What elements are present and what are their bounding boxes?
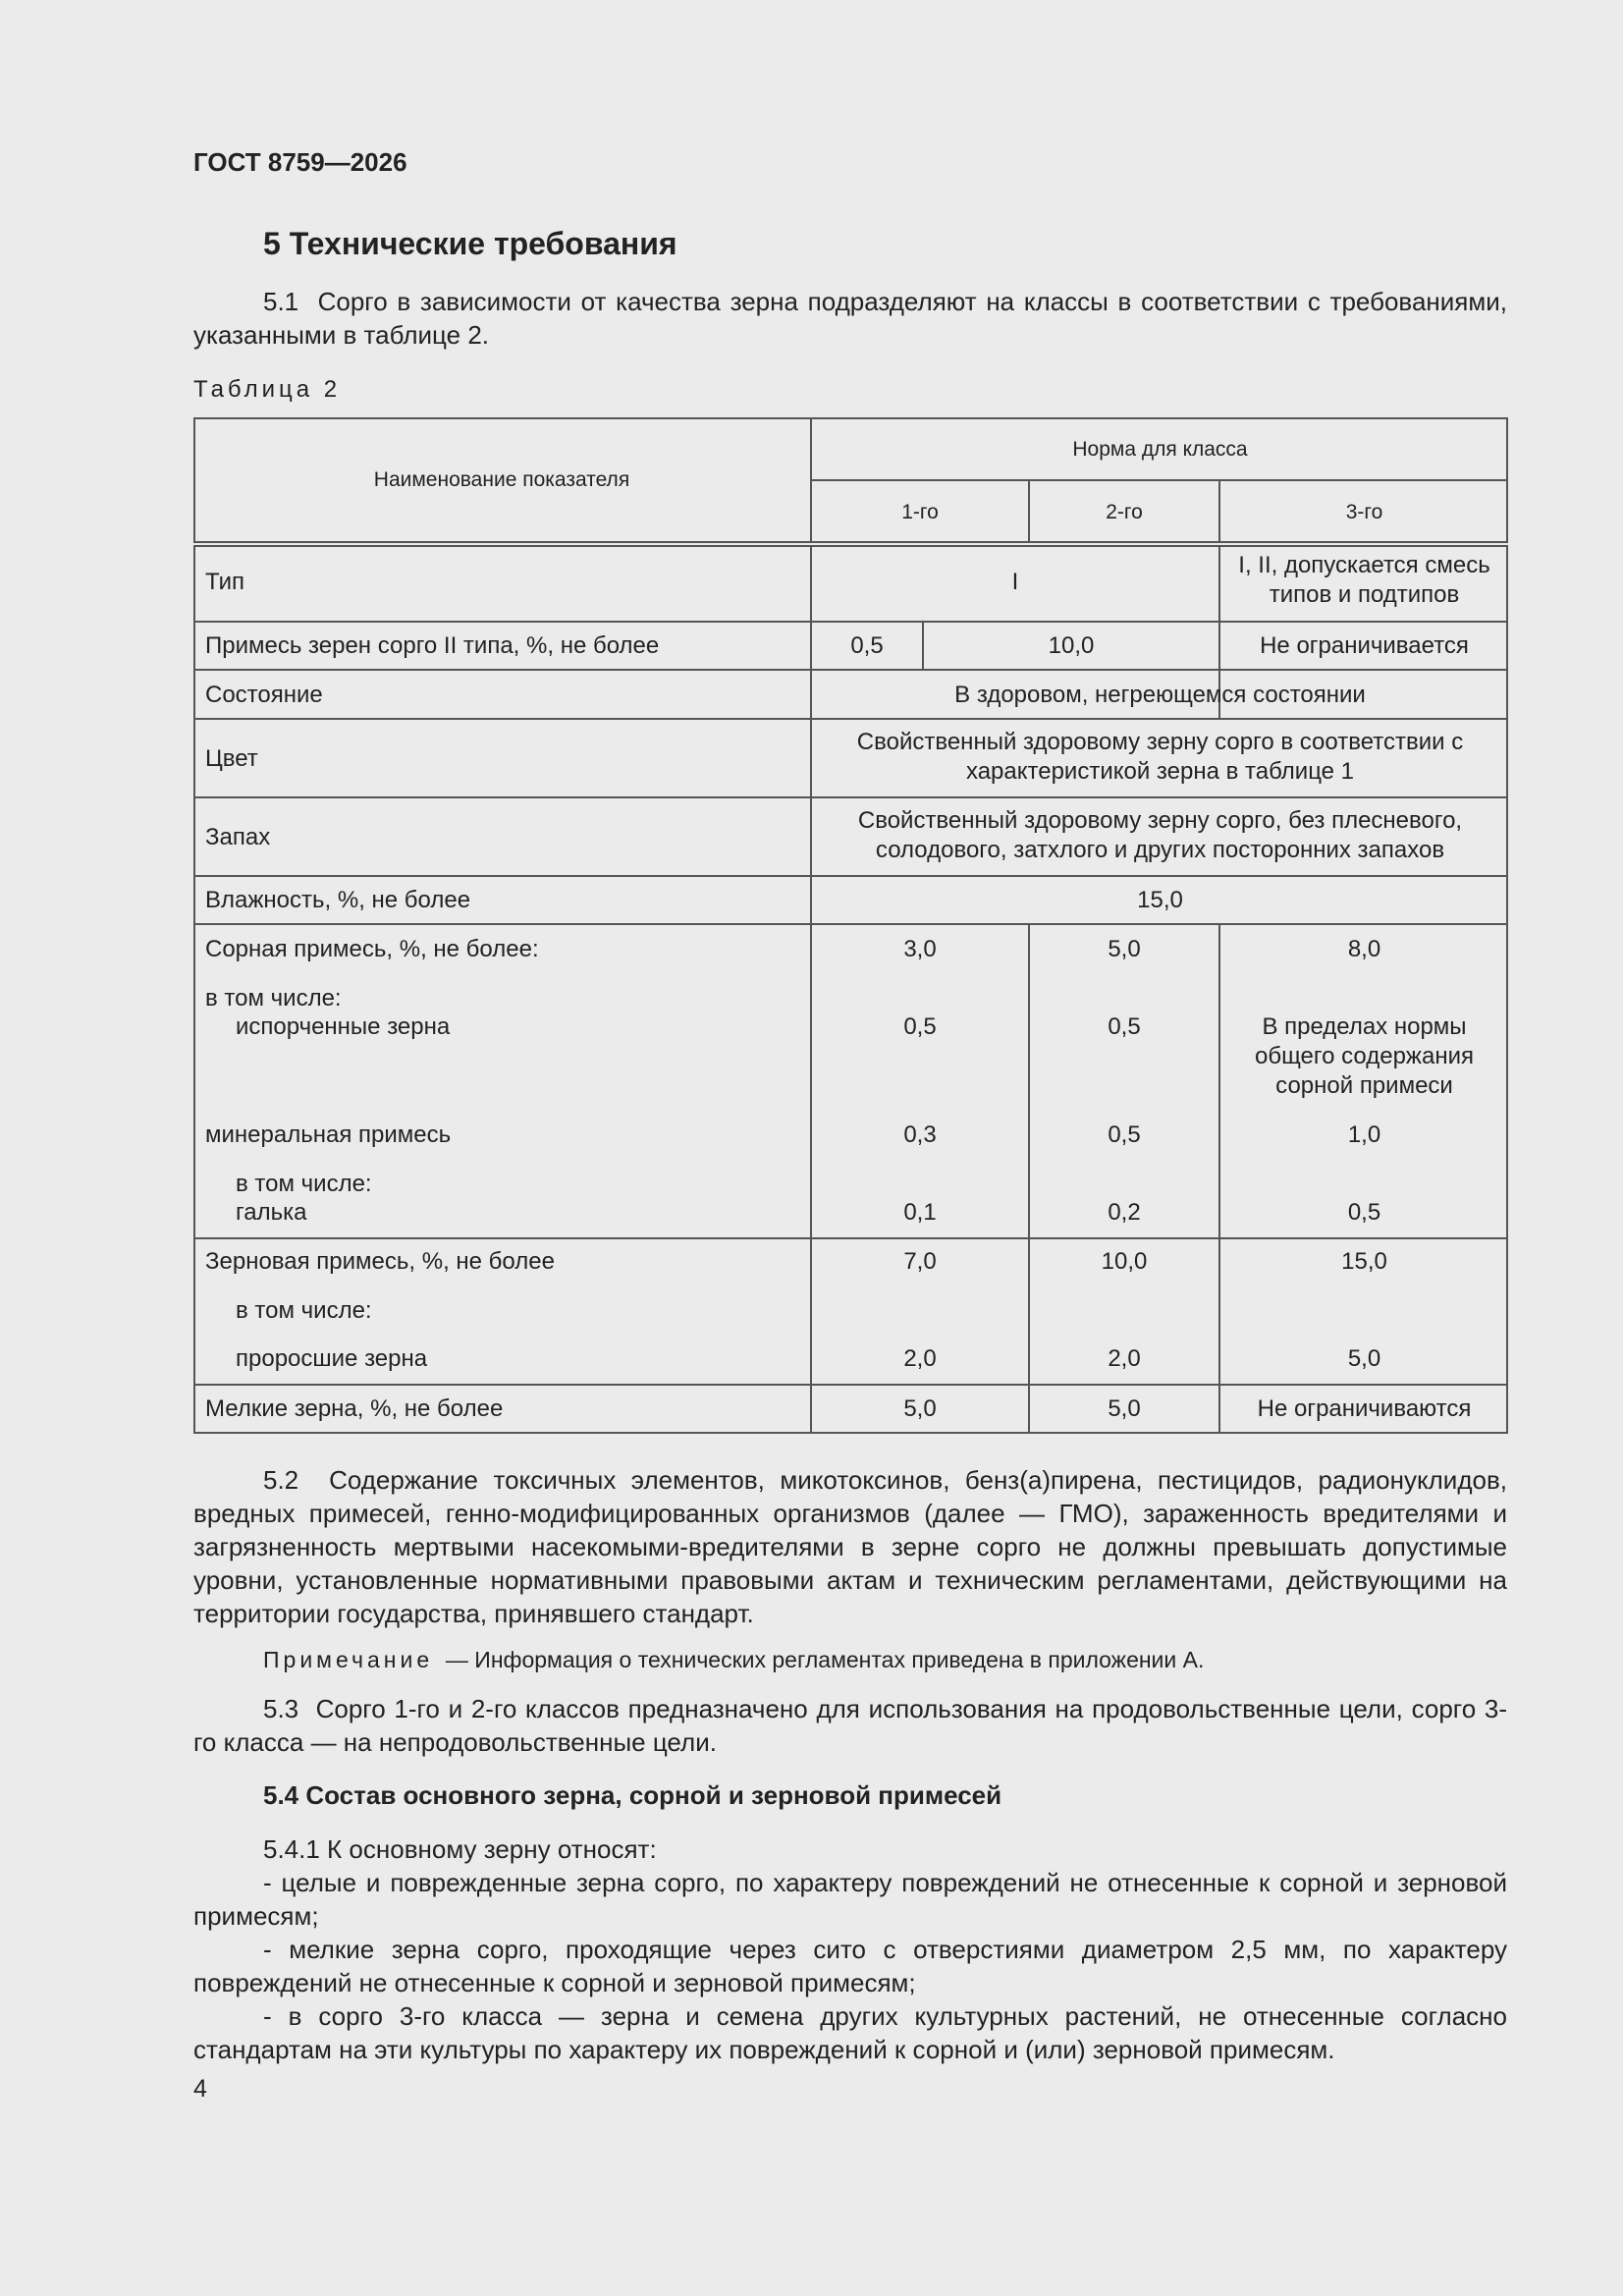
table-body-frame — [193, 545, 1508, 1434]
page-number: 4 — [193, 2075, 207, 2103]
row-label-admix: Примесь зерен сорго II типа, %, не более — [205, 632, 660, 659]
table-rule — [193, 1237, 1508, 1239]
note-label: Примечание — [263, 1647, 434, 1672]
cell-sprouted-3: 5,0 — [1347, 1345, 1381, 1372]
note — [263, 1647, 1204, 1673]
cell-sprouted-1: 2,0 — [903, 1345, 937, 1372]
column-header-indicator: Наименование показателя — [373, 468, 630, 491]
cell-mineral-2: 0,5 — [1108, 1121, 1141, 1148]
paragraph-text: Содержание токсичных элементов, микотоксинов, бенз(а)пирена, пестицидов, радионуклидов, вредных примесей, генно-модифицированных организмов (далее — ГМО), зараженность вредителями и загрязненность мертвыми насекомыми-вредителями в зерне сорго не должны превышать допустимые уровни, установленные нормативными правовыми актам и техническим регламентами, действующими на территории государства, принявшего стандарт. — [193, 1465, 1507, 1628]
cell-weed-3: 8,0 — [1347, 936, 1381, 962]
cell-spoiled-3-line3: сорной примеси — [1275, 1072, 1453, 1099]
cell-type-3-line1: I, II, допускается смесь — [1238, 552, 1490, 578]
row-label-moisture: Влажность, %, не более — [205, 887, 471, 913]
paragraph-lead — [193, 1832, 1507, 1866]
paragraph-number: 5.3 — [263, 1694, 299, 1723]
column-header-class-3: 3-го — [1345, 501, 1383, 523]
list-item — [193, 1866, 1507, 1933]
row-label-small: Мелкие зерна, %, не более — [205, 1395, 504, 1422]
cell-moisture: 15,0 — [1137, 887, 1183, 913]
paragraph-5-2 — [193, 1463, 1507, 1630]
list-item-text: - в сорго 3-го класса — зерна и семена других культурных растений, не отнесенные согласно стандартам на эти культуры по характеру их повреждений к сорной и (или) зерновой примесям. — [193, 2001, 1507, 2064]
cell-color-line2: характеристикой зерна в таблице 1 — [965, 758, 1355, 785]
cell-type-3-line2: типов и подтипов — [1269, 581, 1460, 608]
row-label-sprouted: проросшие зерна — [236, 1345, 428, 1372]
paragraph-number: 5.1 — [263, 287, 299, 316]
row-label-type: Тип — [205, 569, 245, 595]
cell-sprouted-2: 2,0 — [1108, 1345, 1141, 1372]
table-rule — [193, 875, 1508, 877]
table-rule — [193, 923, 1508, 925]
paragraph-text: Сорго в зависимости от качества зерна подразделяют на классы в соответствии с требованиями, указанными в таблице 2. — [193, 287, 1507, 350]
cell-grain-1: 7,0 — [903, 1248, 937, 1275]
cell-smell-line2: солодового, затхлого и других посторонних запахов — [875, 837, 1445, 863]
row-label-mineral: минеральная примесь — [205, 1121, 452, 1148]
list-item-text: - мелкие зерна сорго, проходящие через сито с отверстиями диаметром 2,5 мм, по характеру повреждений не отнесенные к сорной и зерновой примесям; — [193, 1935, 1507, 1997]
row-label-grain: Зерновая примесь, %, не более — [205, 1248, 555, 1275]
section-title: 5 Технические требования — [263, 226, 677, 261]
row-label-smell: Запах — [205, 824, 271, 850]
lead-text: 5.4.1 К основному зерну относят: — [263, 1834, 657, 1864]
row-label-weed: Сорная примесь, %, не более: — [205, 936, 539, 962]
cell-type-1-2: I — [1011, 569, 1019, 595]
cell-spoiled-3-line2: общего содержания — [1254, 1043, 1474, 1069]
cell-admix-2: 10,0 — [1048, 632, 1095, 659]
column-header-class-1: 1-го — [901, 501, 939, 523]
cell-pebble-1: 0,1 — [903, 1199, 937, 1226]
table-rule — [193, 796, 1508, 798]
table-rule — [193, 1384, 1508, 1386]
list-item — [193, 1999, 1507, 2066]
cell-state: В здоровом, негреющемся состоянии — [954, 682, 1366, 708]
row-label-color: Цвет — [205, 745, 258, 772]
paragraph-5-4-1 — [193, 1832, 1507, 2066]
subsection-title-5-4: 5.4 Состав основного зерна, сорной и зерновой примесей — [263, 1780, 1002, 1810]
cell-grain-2: 10,0 — [1101, 1248, 1148, 1275]
cell-small-3: Не ограничиваются — [1257, 1395, 1472, 1422]
cell-pebble-2: 0,2 — [1108, 1199, 1141, 1226]
table-rule — [193, 669, 1508, 671]
note-text: — Информация о технических регламентах приведена в приложении А. — [445, 1647, 1205, 1672]
cell-spoiled-1: 0,5 — [903, 1013, 937, 1040]
cell-weed-1: 3,0 — [903, 936, 937, 962]
cell-pebble-3: 0,5 — [1347, 1199, 1381, 1226]
cell-small-1: 5,0 — [903, 1395, 937, 1422]
row-label-spoiled: испорченные зерна — [236, 1013, 451, 1040]
table-rule — [810, 545, 812, 1434]
row-label-pebble: галька — [236, 1199, 307, 1226]
cell-admix-1: 0,5 — [850, 632, 884, 659]
column-header-norm: Норма для класса — [1072, 438, 1248, 461]
document-id: ГОСТ 8759—2026 — [193, 147, 407, 177]
cell-grain-3: 15,0 — [1341, 1248, 1387, 1275]
column-header-class-2: 2-го — [1106, 501, 1143, 523]
paragraph-5-1 — [193, 285, 1507, 352]
row-label-including-3: в том числе: — [236, 1297, 372, 1324]
cell-mineral-3: 1,0 — [1347, 1121, 1381, 1148]
cell-spoiled-3-line1: В пределах нормы — [1262, 1013, 1467, 1040]
table-rule — [193, 718, 1508, 720]
paragraph-text: Сорго 1-го и 2-го классов предназначено для использования на продовольственные цели, сорго 3-го класса — на непродовольственные цели. — [193, 1694, 1507, 1757]
cell-color-line1: Свойственный здоровому зерну сорго в соответствии с — [856, 729, 1464, 755]
paragraph-5-3 — [193, 1692, 1507, 1759]
table-rule — [193, 621, 1508, 623]
row-label-state: Состояние — [205, 682, 323, 708]
requirements-table — [193, 417, 1508, 1434]
cell-smell-line1: Свойственный здоровому зерну сорго, без плесневого, — [857, 807, 1463, 834]
cell-weed-2: 5,0 — [1108, 936, 1141, 962]
table-rule — [810, 479, 1508, 481]
list-item-text: - целые и поврежденные зерна сорго, по характеру повреждений не отнесенные к сорной и зерновой примесям; — [193, 1868, 1507, 1931]
row-label-including: в том числе: — [205, 985, 342, 1011]
list-item — [193, 1933, 1507, 1999]
cell-small-2: 5,0 — [1108, 1395, 1141, 1422]
cell-mineral-1: 0,3 — [903, 1121, 937, 1148]
cell-spoiled-2: 0,5 — [1108, 1013, 1141, 1040]
cell-admix-3: Не ограничивается — [1260, 632, 1469, 659]
table-label: Таблица 2 — [193, 376, 342, 403]
paragraph-number: 5.2 — [263, 1465, 299, 1495]
row-label-including-2: в том числе: — [236, 1171, 372, 1197]
